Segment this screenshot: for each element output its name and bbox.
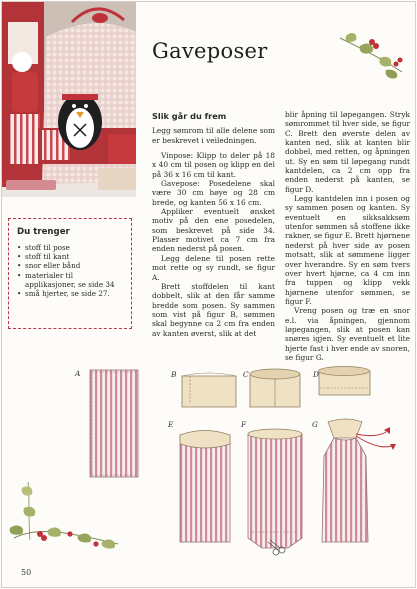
figure-a-sewn-bag (90, 370, 138, 477)
instruction-paragraph: Legg delene til posen rette mot rette og sy rundt, se figur A. (152, 253, 275, 282)
instructions-column-1 (152, 112, 275, 338)
requirement-item: • stoff til pose (17, 243, 123, 252)
instruction-paragraph: Gavepose: Posedelene skal være 30 cm høye og 28 cm brede, og kanten 56 x 16 cm. (152, 179, 275, 207)
requirements-list (17, 243, 123, 298)
instruction-paragraph: Legg kantdelen inn i posen og sy sammen posen og kanten. Sy eventuelt en sikksakksøm utenfor sømmen så stoffene ikke rakner, se figur E. Brett hjørnene nederst på hver side av posen motsatt, slik at sømmene ligger over hverandre. Sy en søm tvers over hvert hjørne, ca 4 cm inn fra tuppen og klipp vekk hjørnene utenfor sømmen, se figur F. (285, 194, 410, 306)
requirement-item: • små hjerter, se side 27. (17, 289, 123, 298)
figure-label-c: C (243, 370, 249, 379)
instruction-paragraph: Vreng posen og træ en snor e.l. via åpningen, gjennom løpegangen, slik at posen kan snøres igjen. Sy eventuelt et lite hjerte fast i hver ende av snoren, se figur G. (285, 306, 410, 362)
requirement-item: • stoff til kant (17, 252, 123, 261)
figure-label-d: D (313, 370, 319, 379)
figure-label-f: F (241, 420, 247, 429)
instruction-paragraph: Appliker eventuelt ønsket motiv på den ene posedelen, som beskrevet på side 34. Plasser motivet ca 7 cm fra enden nederst på posen. (152, 207, 275, 254)
figure-g-finished-bag (322, 419, 396, 542)
instruction-paragraph: Vinpose: Klipp to deler på 18 x 40 cm til posen og klipp en del på 36 x 16 cm til kant. (152, 151, 275, 179)
figure-e-bag-with-cuff (180, 431, 230, 543)
requirements-heading: Du trenger (17, 227, 70, 237)
requirement-item: • snor eller bånd (17, 261, 123, 270)
figure-label-g: G (312, 420, 318, 429)
figure-b-cuff-folded (182, 373, 236, 407)
page-title: Gaveposer (152, 39, 268, 63)
figure-f-corners-cut (248, 429, 302, 555)
figure-c-cuff-ironed (250, 369, 300, 407)
requirement-item: • materialer til applikasjoner, se side 34 (17, 271, 123, 289)
instruction-paragraph: blir åpning til løpegangen. Stryk sømrommet til hver side, se figur C. Brett den øverste delen av kanten ned, slik at kanten blir dobbel, med retten, og åpningen ut. Sy en søm til løpegang rundt kantdelen, ca 2 cm opp fra enden nederst på kanten, se figur D. (285, 110, 410, 194)
instruction-paragraph: Legg sømrom til alle delene som er beskrevet i veiledningen. (152, 126, 275, 145)
requirements-box (8, 218, 132, 329)
holly-branch-icon (8, 478, 128, 558)
figure-label-b: B (171, 370, 177, 379)
instruction-paragraph: Brett stoffdelen til kant dobbelt, slik at den får samme bredde som posen. Sy sammen som vist på figur B, sømmen skal begynne ca 2 cm fra enden av kanten øverst, slik at det (152, 281, 275, 338)
figure-d-casing-seam (319, 367, 371, 396)
figure-label-e: E (168, 420, 174, 429)
figure-label-a: A (75, 369, 81, 378)
gift-bags-photo (2, 2, 136, 197)
instructions-column-2 (285, 110, 410, 362)
page-number: 50 (21, 568, 32, 577)
holly-decoration-icon (336, 28, 408, 80)
instructions-heading: Slik går du frem (152, 111, 227, 121)
